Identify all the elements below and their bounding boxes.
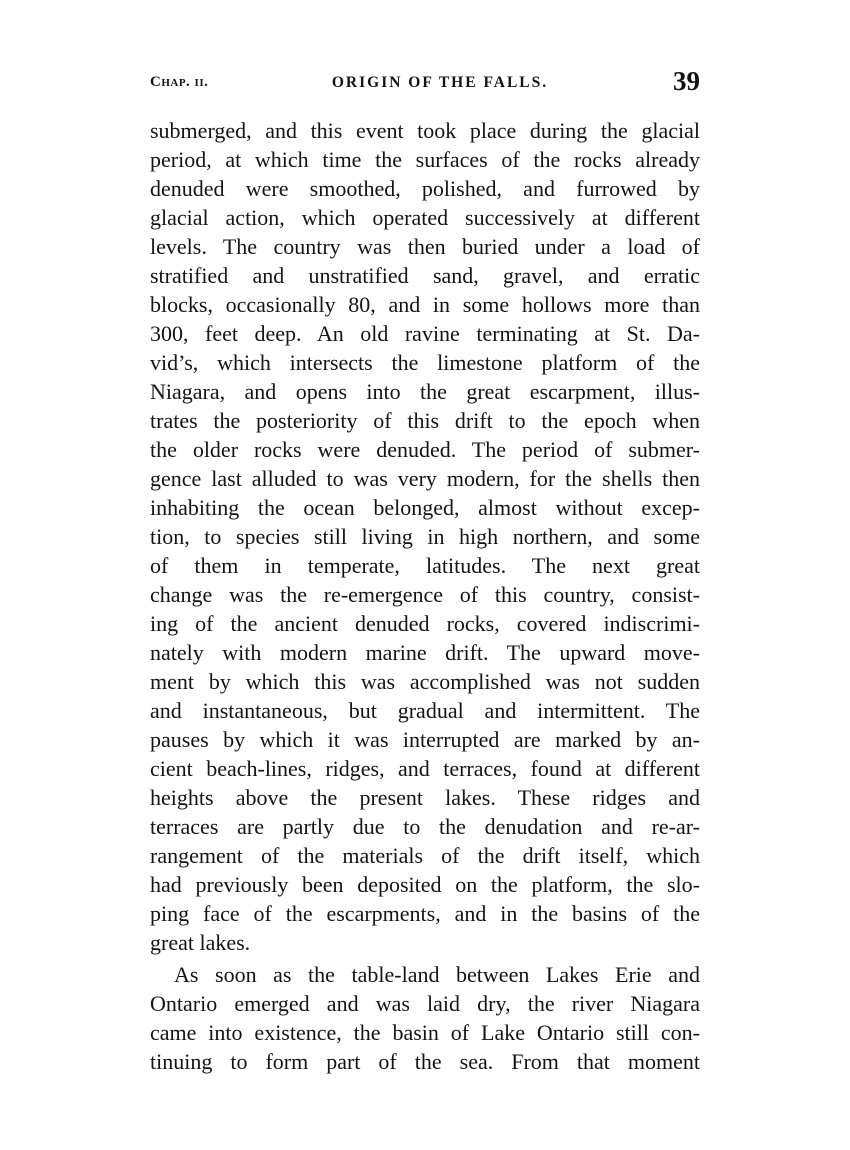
text-line: ping face of the escarpments, and in the basins of the [150,901,700,926]
running-head [150,64,700,104]
text-line: pauses by which it was interrupted are marked by an- [150,727,700,752]
text-line: vid’s, which intersects the limestone platform of the [150,350,700,375]
text-line: submerged, and this event took place during the glacial [150,118,700,143]
paragraph-2 [150,960,700,1076]
text-line: As soon as the table-land between Lakes Erie and [174,962,700,987]
text-line: the older rocks were denuded. The period of submer- [150,437,700,462]
text-line: cient beach-lines, ridges, and terraces, found at different [150,756,700,781]
text-line: had previously been deposited on the platform, the slo- [150,872,700,897]
text-line: and instantaneous, but gradual and intermittent. The [150,698,700,723]
page-number: 39 [673,66,700,96]
text-line: denuded were smoothed, polished, and furrowed by [150,176,700,201]
text-line: 300, feet deep. An old ravine terminating at St. Da- [150,321,700,346]
text-line: stratified and unstratified sand, gravel, and erratic [150,263,700,288]
text-line: change was the re-emergence of this country, consist- [150,582,700,607]
text-line: Ontario emerged and was laid dry, the river Niagara [150,991,700,1016]
body-text [150,116,700,1076]
text-line: ment by which this was accomplished was not sudden [150,669,700,694]
text-line: great lakes. [150,930,251,955]
text-line: blocks, occasionally 80, and in some hollows more than [150,292,700,317]
text-line: nately with modern marine drift. The upward move- [150,640,700,665]
text-line: levels. The country was then buried under a load of [150,234,700,259]
text-line: gence last alluded to was very modern, for the shells then [150,466,700,491]
text-line: ing of the ancient denuded rocks, covered indiscrimi- [150,611,700,636]
text-line: of them in temperate, latitudes. The next great [150,553,700,578]
text-line: came into existence, the basin of Lake Ontario still con- [150,1020,700,1045]
text-line: period, at which time the surfaces of the rocks already [150,147,700,172]
chapter-label: Chap. ii. [150,74,209,90]
running-title: ORIGIN OF THE FALLS. [331,74,549,91]
text-line: terraces are partly due to the denudation and re-ar- [150,814,700,839]
text-line: rangement of the materials of the drift itself, which [150,843,700,868]
text-line: heights above the present lakes. These ridges and [150,785,700,810]
text-line: Niagara, and opens into the great escarpment, illus- [150,379,700,404]
text-line: glacial action, which operated successively at different [150,205,700,230]
paragraph-1 [150,116,700,957]
text-line: trates the posteriority of this drift to the epoch when [150,408,700,433]
text-line: tinuing to form part of the sea. From that moment [150,1049,700,1074]
text-line: inhabiting the ocean belonged, almost without excep- [150,495,700,520]
text-line: tion, to species still living in high northern, and some [150,524,700,549]
